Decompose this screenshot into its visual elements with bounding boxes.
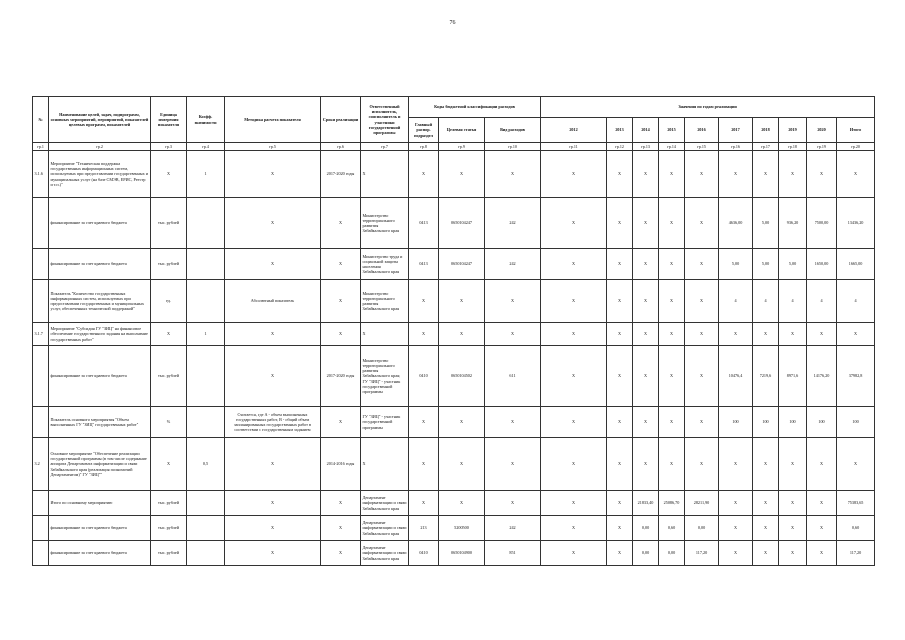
row-term: 2017-2020 годы [321,346,361,407]
header-code-type: Вид расходов [485,118,541,143]
row-year-value: Х [807,541,837,566]
row-code-target: Х [439,491,485,516]
row-coef [187,280,225,323]
row-number: 3.1.6 [33,151,49,198]
row-code-type: Х [485,151,541,198]
row-year-value: 936,20 [779,198,807,249]
row-name: финансирование за счет краевого бюджета [49,541,151,566]
row-year-value: Х [807,323,837,346]
col-number: гр.18 [779,143,807,151]
row-code-chapter: Х [409,151,439,198]
row-year-value: Х [685,346,719,407]
row-responsible: Министерство труда и социальной защиты населения Забайкальского края [361,249,409,280]
row-total: 0,60 [837,516,875,541]
row-year-value: Х [779,541,807,566]
row-name: финансирование за счет краевого бюджета [49,198,151,249]
row-year-value: Х [607,516,633,541]
row-year-value: Х [685,280,719,323]
header-code-target: Целевая статья [439,118,485,143]
row-number [33,280,49,323]
row-year-value: Х [633,438,659,491]
row-total: 117,20 [837,541,875,566]
table-row [33,346,875,407]
row-year-value: Х [633,151,659,198]
row-unit: ед. [151,280,187,323]
row-name: Показатель основного мероприятия "Объем выполненных ГУ "ЗИЦ" государственных работ" [49,407,151,438]
row-number [33,407,49,438]
row-coef [187,491,225,516]
row-year-value: 7219,6 [753,346,779,407]
table-row [33,249,875,280]
page-number: 76 [449,20,456,26]
row-term: 2014-2016 годы [321,438,361,491]
col-number: гр.14 [659,143,685,151]
row-year-value: Х [633,407,659,438]
row-year-value: Х [659,151,685,198]
header-year: 2014 [633,118,659,143]
header-responsible: Ответственный исполнитель, соисполнитель и участники государственной программы [361,97,409,143]
row-responsible: Департамент информатизации и связи Забайкальского края [361,516,409,541]
row-total: Х [837,323,875,346]
table-row [33,516,875,541]
row-year-value: 25086,70 [659,491,685,516]
row-code-target: 5200500 [439,516,485,541]
row-code-target: Х [439,438,485,491]
row-total: Х [837,438,875,491]
row-responsible: ГУ "ЗИЦ" - участник государственной программы [361,407,409,438]
row-code-type: Х [485,280,541,323]
row-responsible: Х [361,151,409,198]
row-year-value: Х [779,516,807,541]
row-year-value: 0,00 [685,516,719,541]
row-year-value: 10476,4 [719,346,753,407]
row-year-value: Х [541,346,607,407]
row-year-value: 7500,00 [807,198,837,249]
row-code-chapter: 0410 [409,346,439,407]
row-code-chapter: Х [409,323,439,346]
row-name: финансирование за счет краевого бюджета [49,516,151,541]
row-year-value: Х [659,438,685,491]
header-coef: Коэфф. значимости [187,97,225,143]
row-year-value: Х [541,491,607,516]
row-year-value: 4636,00 [719,198,753,249]
row-year-value: Х [541,516,607,541]
header-year: 2016 [685,118,719,143]
table-header [33,97,875,143]
row-unit: Х [151,151,187,198]
header-term: Сроки реализации [321,97,361,143]
row-year-value: Х [685,249,719,280]
row-code-type: 242 [485,198,541,249]
header-name: Наименование целей, задач, подпрограмм, основных мероприятий, мероприятий, показателей целевых программ, показателей [49,97,151,143]
row-year-value: Х [719,541,753,566]
row-unit: тыс. рублей [151,249,187,280]
table-row [33,491,875,516]
row-code-type: Х [485,438,541,491]
col-number: гр.16 [719,143,753,151]
row-year-value: Х [633,280,659,323]
row-method: Х [225,323,321,346]
table-row [33,280,875,323]
row-year-value: Х [659,280,685,323]
row-year-value: Х [607,249,633,280]
column-numbers-row [33,143,875,151]
row-total: 4 [837,280,875,323]
row-unit: тыс. рублей [151,198,187,249]
row-unit: Х [151,438,187,491]
table-row [33,407,875,438]
row-responsible: Министерство территориального развития Забайкальского края; ГУ "ЗИЦ" - участник государственной программы [361,346,409,407]
row-year-value: 28211,90 [685,491,719,516]
row-responsible: Х [361,438,409,491]
row-year-value: Х [607,151,633,198]
row-year-value: Х [753,151,779,198]
row-code-target: 0650104900 [439,541,485,566]
row-year-value: 4 [779,280,807,323]
row-year-value: Х [753,491,779,516]
row-year-value: Х [685,151,719,198]
row-code-type: 611 [485,346,541,407]
row-year-value: Х [607,438,633,491]
row-year-value: 0,00 [633,541,659,566]
row-method: Абсолютный показатель [225,280,321,323]
row-responsible: Департамент информатизации и связи Забайкальского края [361,491,409,516]
row-number [33,516,49,541]
row-year-value: 100 [753,407,779,438]
col-number: гр.17 [753,143,779,151]
row-year-value: Х [807,151,837,198]
row-code-target: 0650104502 [439,346,485,407]
row-year-value: 5,00 [753,249,779,280]
row-year-value: Х [659,346,685,407]
row-responsible: Х [361,323,409,346]
row-name: Итого по основному мероприятию [49,491,151,516]
row-number: 3.2 [33,438,49,491]
header-year: 2019 [779,118,807,143]
row-year-value: Х [607,407,633,438]
row-year-value: Х [659,249,685,280]
header-year: 2017 [719,118,753,143]
row-term: Х [321,407,361,438]
header-year: 2018 [753,118,779,143]
row-year-value: 1650,00 [807,249,837,280]
row-code-type: 242 [485,249,541,280]
row-total: 37982,8 [837,346,875,407]
row-code-chapter: 213 [409,516,439,541]
row-name: Мероприятие "Субсидия ГУ "ЗИЦ" на финансовое обеспечение государственного задания на выполнение государственных работ" [49,323,151,346]
col-number: гр.5 [225,143,321,151]
col-number: гр.11 [541,143,607,151]
row-year-value: Х [541,323,607,346]
row-name: Мероприятие "Техническая поддержка государственных информационных систем, используемых при предоставлении государственных и муниципальных услуг (на базе СМЭВ, ЕРИС, Реестр и т.п.)" [49,151,151,198]
row-year-value: Х [541,151,607,198]
row-year-value: Х [807,438,837,491]
row-term: Х [321,198,361,249]
col-number: гр.2 [49,143,151,151]
row-term: Х [321,541,361,566]
row-year-value: Х [607,280,633,323]
header-num: № [33,97,49,143]
row-unit: тыс. рублей [151,346,187,407]
row-number [33,249,49,280]
row-year-value: Х [541,407,607,438]
row-method: Х [225,438,321,491]
row-name: Показатель "Количество государственных информационных систем, используемых при предоставлении государственных и муниципальных услуг, обеспеченных технической поддержкой" [49,280,151,323]
header-year: 2012 [541,118,607,143]
row-year-value: Х [779,438,807,491]
col-number: гр.19 [807,143,837,151]
row-year-value: Х [607,198,633,249]
row-year-value: Х [719,151,753,198]
row-year-value: Х [607,323,633,346]
row-total: 1665,00 [837,249,875,280]
row-year-value: Х [779,491,807,516]
row-code-target: Х [439,151,485,198]
header-year: 2013 [607,118,633,143]
row-method: Х [225,516,321,541]
row-term: Х [321,280,361,323]
row-year-value: 5,00 [779,249,807,280]
row-code-target: Х [439,407,485,438]
row-year-value: Х [719,438,753,491]
row-coef: 1 [187,323,225,346]
row-year-value: 4 [807,280,837,323]
row-year-value: 0,00 [659,541,685,566]
row-unit: Х [151,323,187,346]
row-code-type: Х [485,491,541,516]
row-code-target: Х [439,280,485,323]
row-total: 100 [837,407,875,438]
header-year: 2015 [659,118,685,143]
row-code-target: 0650104247 [439,198,485,249]
row-total: 75383,65 [837,491,875,516]
row-year-value: Х [807,491,837,516]
header-total: Итого [837,118,875,143]
row-year-value: Х [685,323,719,346]
row-coef [187,249,225,280]
col-number: гр.7 [361,143,409,151]
row-year-value: Х [541,541,607,566]
row-year-value: Х [719,491,753,516]
program-table [32,96,875,566]
row-coef [187,346,225,407]
row-year-value: 8971,6 [779,346,807,407]
row-code-type: Х [485,323,541,346]
row-code-chapter: Х [409,438,439,491]
row-code-chapter: 0410 [409,541,439,566]
row-code-chapter: Х [409,280,439,323]
row-number [33,346,49,407]
row-coef: 1 [187,151,225,198]
header-codes-group: Коды бюджетной классификации расходов [409,97,541,118]
table-row [33,438,875,491]
col-number: гр.4 [187,143,225,151]
row-coef [187,516,225,541]
header-code-chapter: Главный распор. подраздел [409,118,439,143]
row-year-value: Х [541,438,607,491]
row-year-value: 100 [807,407,837,438]
col-number: гр.10 [485,143,541,151]
row-year-value: Х [541,198,607,249]
row-coef [187,541,225,566]
row-coef [187,407,225,438]
row-year-value: Х [633,323,659,346]
row-term: Х [321,491,361,516]
row-code-chapter: Х [409,407,439,438]
row-name: Основное мероприятие "Обеспечение реализации государственной программы (в том числе содержание аппарата Департамента информатизации и связи Забайкальского края (реализация полномочий Департаментом)" ГУ "ЗИЦ"" [49,438,151,491]
row-year-value: Х [659,198,685,249]
row-year-value: Х [633,346,659,407]
row-unit: тыс. рублей [151,541,187,566]
row-number: 3.1.7 [33,323,49,346]
row-year-value: Х [779,151,807,198]
row-year-value: Х [541,249,607,280]
row-year-value: Х [633,249,659,280]
row-year-value: Х [607,541,633,566]
row-code-chapter: Х [409,491,439,516]
header-unit: Единица измерения показателя [151,97,187,143]
header-year: 2020 [807,118,837,143]
row-term: Х [321,516,361,541]
row-year-value: Х [607,346,633,407]
col-number: гр.8 [409,143,439,151]
col-number: гр.13 [633,143,659,151]
row-year-value: 5,00 [719,249,753,280]
col-number: гр.3 [151,143,187,151]
row-year-value: Х [633,198,659,249]
col-number: гр.9 [439,143,485,151]
row-method: Х [225,249,321,280]
row-year-value: 4 [719,280,753,323]
col-number: гр.1 [33,143,49,151]
row-year-value: 117,20 [685,541,719,566]
row-code-chapter: 0413 [409,198,439,249]
row-year-value: 5,00 [753,198,779,249]
row-unit: тыс. рублей [151,516,187,541]
row-year-value: Х [685,198,719,249]
row-code-type: Х [485,407,541,438]
row-year-value: Х [685,407,719,438]
row-year-value: 4 [753,280,779,323]
row-year-value: Х [659,407,685,438]
col-number: гр.6 [321,143,361,151]
row-year-value: Х [659,323,685,346]
header-method: Методика расчета показателя [225,97,321,143]
row-unit: % [151,407,187,438]
row-code-type: 851 [485,541,541,566]
row-year-value: Х [541,280,607,323]
row-number [33,541,49,566]
table-body [33,143,875,566]
col-number: гр.15 [685,143,719,151]
row-year-value: 100 [779,407,807,438]
row-method: Х [225,198,321,249]
table-row [33,323,875,346]
row-year-value: Х [753,541,779,566]
row-term: 2017-2020 годы [321,151,361,198]
row-responsible: Департамент информатизации и связи Забайкальского края [361,541,409,566]
row-name: финансирование за счет краевого бюджета [49,346,151,407]
row-year-value: Х [719,323,753,346]
table-row [33,151,875,198]
row-method: Х [225,541,321,566]
row-year-value: 0,00 [633,516,659,541]
table-row [33,198,875,249]
row-year-value: Х [807,516,837,541]
header-values-group: Значения по годам реализации [541,97,875,118]
row-method: Считается, где А - объем выполненных государственных работ, В - общий объем запланированных государственных работ в соответствии с государственным заданием [225,407,321,438]
row-year-value: Х [779,323,807,346]
row-year-value: 0,60 [659,516,685,541]
row-responsible: Министерство территориального развития Забайкальского края [361,198,409,249]
row-year-value: Х [753,323,779,346]
row-term: Х [321,323,361,346]
row-method: Х [225,491,321,516]
row-code-chapter: 0413 [409,249,439,280]
row-responsible: Министерство территориального развития Забайкальского края [361,280,409,323]
row-year-value: Х [607,491,633,516]
row-coef [187,198,225,249]
row-year-value: Х [685,438,719,491]
row-unit: тыс. рублей [151,491,187,516]
row-number [33,198,49,249]
row-coef: 0,5 [187,438,225,491]
col-number: гр.20 [837,143,875,151]
row-year-value: Х [719,516,753,541]
row-year-value: 100 [719,407,753,438]
row-year-value: 14176,20 [807,346,837,407]
row-method: Х [225,346,321,407]
row-total: 13436,20 [837,198,875,249]
row-code-target: Х [439,323,485,346]
row-total: Х [837,151,875,198]
row-term: Х [321,249,361,280]
row-code-type: 242 [485,516,541,541]
row-code-target: 0650104247 [439,249,485,280]
row-method: Х [225,151,321,198]
row-name: финансирование за счет краевого бюджета [49,249,151,280]
row-year-value: Х [753,516,779,541]
row-number [33,491,49,516]
table-row [33,541,875,566]
row-year-value: Х [753,438,779,491]
col-number: гр.12 [607,143,633,151]
row-year-value: 21833,40 [633,491,659,516]
